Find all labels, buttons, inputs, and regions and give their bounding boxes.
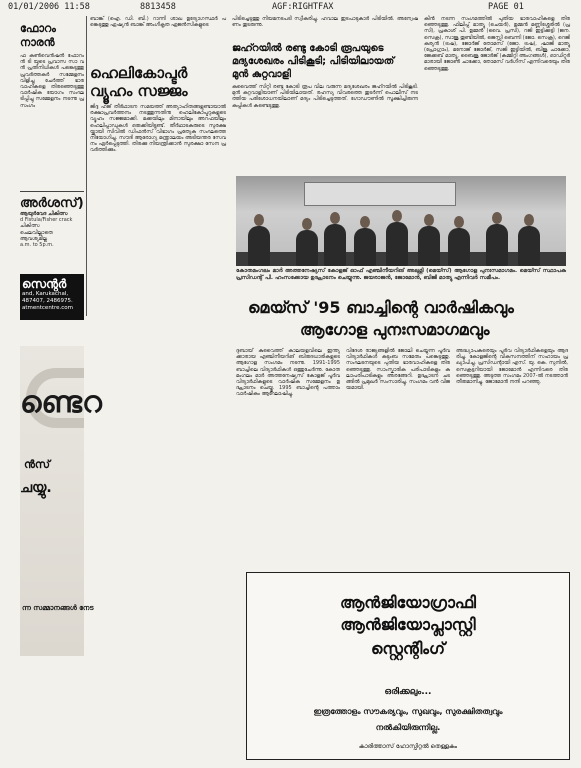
ad-small-text: ൻസ്	[24, 458, 51, 471]
ad-comfort-line: ഇത്രത്തോളം സൗകര്യവും, സുഖവും, സുരക്ഷിതത്വവും	[313, 707, 503, 716]
person	[296, 230, 318, 266]
ad-never: ഒരിക്കലും...	[384, 687, 432, 697]
clinic-line-2: d Fistula/Fisher crack	[20, 217, 73, 224]
side-advertisement	[20, 346, 102, 656]
mace-headline-line-2: ആഗോള പുനഃസമാഗമവും	[300, 320, 490, 339]
fax-page: PAGE 01	[488, 2, 524, 12]
helicopter-body: ജിദ്ദ ഹജ് തീർഥാടന സമയത്ത് അത്യാഹിതങ്ങളുണ്ടായാൽ രക്ഷാപ്രവർത്തനം നടത്തുന്നതിനു ഹെലികോപ്ടറുകളുടെ വ്യൂഹം സജ്ജമാക്കി. മക്കയിലും മിനായിലും അറഫയിലും ഹെലിപ്പാഡുകൾ ഒരുക്കിയിട്ടുണ്ട്. തീർഥാടകരുടെ സുരക്ഷയ്ക്കായി സിവിൽ ഡിഫൻസ് വിഭാഗം പ്രത്യേക സംഘത്തെ നിയോഗിച്ചു. സൗദി ആരോഗ്യ മന്ത്രാലയം അടിയന്തര സേവനം ഏർപ്പെടുത്തി. തിരക്കു നിയന്ത്രിക്കാൻ സുരക്ഷാ സേന പ്രവർത്തിക്കും.	[90, 104, 226, 154]
person	[418, 226, 440, 266]
centre-heading: സെന്റർ	[22, 277, 67, 291]
hospital-advertisement	[246, 572, 570, 760]
mace-body-column-2: വിദേശ രാജ്യങ്ങളിൽ ജോലി ചെയ്യുന്ന പൂർവ വിദ്യാർഥികൾ കുടുംബ സമേതം പങ്കെടുത്തു. സംഘടനയുടെ പുതിയ ഭാരവാഹികളെ തിരഞ്ഞെടുത്തു. സാംസ്കാരിക പരിപാടികളും കലാപരിപാടികളും അരങ്ങേറി. ഉദ്ഘാടന ചടങ്ങിൽ പ്രമുഖർ സംസാരിച്ചു. സംഗമം വൻ വിജയമായി.	[346, 348, 450, 392]
liquor-headline-line-1: ജഹ്റയിൽ രണ്ടു കോടി രൂപയുടെ	[232, 43, 384, 54]
liquor-headline-line-3: മുൻ കുറ്റവാളി	[232, 69, 291, 80]
clinic-line-1: ആയുർവേദ ചികിത്സ	[20, 211, 68, 217]
clinic-line-4: ചെലവില്ലാതെ	[20, 229, 53, 236]
clinic-ad	[20, 191, 84, 270]
person	[248, 226, 270, 266]
right-column-text: കിൻ നടന്ന സംഗമത്തിൽ പുതിയ ഭാരവാഹികളെ തിരഞ്ഞെടുത്തു. ഫിലിപ്പ് മാത്യു (ചെയർ), ഉമ്മൻ മണ്ണിശ്ശേരിൽ (പ്രസി), പ്രകാശ് പി. ഉമ്മൻ (വൈ. പ്രസി), റജി ഇട്ടിക്കുട്ടി (ജന. സെക്ര), സാജു തുണ്ടിയിൽ, ജെസ്സി ബെന്നി (ജോ. സെക്ര), റെജി കുര്യൻ (ട്രഷ), ജോർജ് തോമസ് (ജോ. ട്രഷ), ഷാജി മാത്യു (പ്രോഗ്രാം), മനോജ് ജോർജ്, സജി ഇട്ടിയിൽ, ബിജു ചാക്കോ, ജേക്കബ് മാത്യു, ബൈജു ജോർജ് (കമ്മിറ്റി അംഗങ്ങൾ), ഓഡിറ്റർമാരായി ജോൺ ചാക്കോ, തോമസ് വർഗീസ് എന്നിവരെയും തിരഞ്ഞെടുത്തു.	[424, 16, 570, 72]
centre-line-1: and, Karukachal,	[22, 291, 69, 297]
intro-text: ബാങ്ക് (ഐ. ഡി. ബി.) റാന്നി ശാഖ ഉദ്യോഗസ്ഥർ പങ്കെടുത്തു ഏഷ്യൻ ബാങ്ക് അംഗീകൃത ഏജൻസികളുടെ	[90, 16, 226, 29]
top-text: പിടിച്ചെടുത്തു നിയമനടപടി സ്വീകരിച്ചു. ഹവാല ഇടപാടുകാർ പിടിയിൽ. അന്വേഷണം തുടരുന്നു.	[232, 16, 418, 29]
right-column	[424, 16, 570, 176]
fax-number: 8813458	[140, 2, 176, 12]
ad-angioplasty: ആൻജിയോപ്ലാസ്റ്റി	[340, 615, 476, 634]
fax-header	[0, 0, 581, 14]
helicopter-headline-line-1: ഹെലികോപ്ടർ	[90, 64, 188, 82]
mace-body-column-1: ദുബായ് കുവൈത്ത് കാലയളവിലെ ഇന്ത്യക്കാരായ എഞ്ചിനീയറിങ് ബിരുദധാരികളുടെ ആഗോള സംഗമം നടന്നു. 1991-1995 ബാച്ചിലെ വിദ്യാർഥികൾ ഒത്തുചേർന്നു. കോതമംഗലം മാർ അത്തനേഷ്യസ് കോളജ് പൂർവ വിദ്യാർഥികളുടെ വാർഷിക സമ്മേളനം ഉദ്ഘാടനം ചെയ്തു. 1995 ബാച്ചിന്റെ പത്താം വാർഷികം ആഘോഷിച്ചു.	[236, 348, 340, 398]
forum-heading: ഫോറം	[20, 22, 56, 35]
event-banner	[304, 182, 456, 206]
ad-line-text: ചയ്യു.	[20, 480, 52, 496]
forum-subheading: നാരൻ	[20, 36, 55, 49]
mace-headline-line-1: മെയ്സ് '95 ബാച്ചിന്റെ വാർഷികവും	[248, 298, 514, 317]
column-divider	[86, 16, 87, 316]
column-2	[90, 16, 226, 316]
liquor-headline-line-2: മദ്യശേഖരം പിടികൂടി; പിടിയിലായത്	[232, 56, 395, 67]
helicopter-headline-line-2: വ്യൂഹം സജ്ജം	[90, 82, 188, 100]
person	[354, 228, 376, 266]
left-column	[20, 16, 102, 760]
ad-stenting: സ്റ്റെന്റിംഗ്	[370, 639, 446, 658]
fax-source: AGF:RIGHTFAX	[272, 2, 334, 12]
person	[486, 224, 508, 266]
centre-line-3: atmentcentre.com	[22, 305, 73, 311]
person	[324, 224, 346, 266]
clinic-line-3: ചികിത്സ	[20, 223, 40, 230]
ad-big-text: ണ്ടെറ	[20, 385, 102, 420]
centre-line-2: 487407, 2486975.	[22, 298, 73, 304]
ad-angiography: ആൻജിയോഗ്രാഫി	[339, 593, 477, 612]
ad-bottom-text: ന്ന സമ്മാനങ്ങൾ നേട	[22, 604, 94, 612]
liquor-body: കുവൈത്ത് സിറ്റി രണ്ടു കോടി രൂപ വില വരുന്ന മദ്യശേഖരം ജഹ്റയിൽ പിടികൂടി. മുൻ കുറ്റവാളിയാണ് പിടിയിലായത്. രഹസ്യ വിവരത്തെ തുടർന്ന് പൊലീസ് നടത്തിയ പരിശോധനയിലാണ് മദ്യം പിടിച്ചെടുത്തത്. ഗോഡൗണിൽ സൂക്ഷിച്ചിരുന്ന കുപ്പികൾ കണ്ടെടുത്തു.	[232, 84, 418, 109]
clinic-line-5: ആവശ്യമില്ല	[20, 235, 48, 242]
clinic-line-6: a.m. to 5p.m.	[20, 242, 54, 249]
photo-caption: കോതമംഗലം മാർ അത്തനേഷ്യസ് കോളജ് ഓഫ് എഞ്ചിനീയറിങ് അലുമ്നി (മെയ്സ്) ആഗോള പുനഃസമാഗമം. മെയ്സ് സ്ഥാപക പ്രസിഡന്റ് പി. ഹംസക്കോയ ഉദ്ഘാടനം ചെയ്യുന്നു. ജയരാജൻ, ജോമോൻ, ബിജി മാത്യു എന്നിവർ സമീപം.	[236, 268, 566, 281]
forum-text: ഫ കൺവെൻഷൻ ഫോറം ൻ ടി യുടെ പ്രവാസ സാ വൻ പ്രതിനിധികൾ പങ്കെടുത്തു പ്രവർത്തകർ സമ്മേളനം വിളിച്ചു ചേർത്ത് ഭാരവാഹികളെ തിരഞ്ഞെടുത്തു വാർഷിക യോഗം സംഘടിപ്പിച്ചു സമ്മേളനം നടന്നു പ്രസംഗം	[20, 53, 84, 109]
person	[518, 226, 540, 266]
mace-body-column-3: അദ്ധ്യാപകരെയും പൂർവ വിദ്യാർഥികളെയും ആദരിച്ചു. കോളജിന്റെ വികസനത്തിന് സഹായം പ്രഖ്യാപിച്ചു. പ്രസിഡന്റായി എസ്. യു. കെ. സുനിൽ, സെക്രട്ടറിയായി ജോമോൻ എന്നിവരെ തിരഞ്ഞെടുത്തു. അടുത്ത സംഗമം 2007-ൽ നടത്താൻ തീരുമാനിച്ചു. ജോമോൻ നന്ദി പറഞ്ഞു.	[456, 348, 568, 386]
fax-date-time: 01/01/2006 11:58	[8, 2, 90, 12]
person	[448, 228, 470, 266]
centre-ad	[20, 274, 84, 320]
ad-hospital-name: കാരിത്താസ് ഹോസ്പിറ്റൽ തെള്ളകം	[358, 743, 458, 750]
event-photo	[236, 176, 566, 266]
clinic-heading: അർശസ്)	[20, 196, 84, 211]
person	[386, 222, 408, 266]
ad-provided-line: നൽകിയിരുന്നില്ല.	[375, 723, 441, 732]
